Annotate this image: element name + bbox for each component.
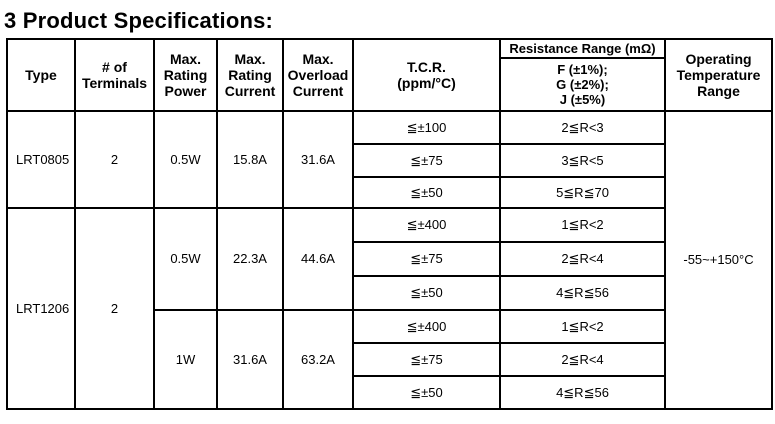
power-cell: 1W (154, 310, 217, 409)
header-tcr: T.C.R. (ppm/°C) (353, 39, 500, 111)
power-cell: 0.5W (154, 111, 217, 208)
current-cell: 31.6A (217, 310, 283, 409)
range-cell: 2≦R<4 (500, 242, 665, 276)
overload-cell: 31.6A (283, 111, 353, 208)
current-cell: 15.8A (217, 111, 283, 208)
range-cell: 2≦R<3 (500, 111, 665, 144)
terminals-cell: 2 (75, 208, 154, 409)
range-cell: 3≦R<5 (500, 144, 665, 177)
specifications-table (6, 38, 773, 410)
tcr-cell: ≦±75 (353, 144, 500, 177)
range-cell: 4≦R≦56 (500, 376, 665, 409)
current-cell: 22.3A (217, 208, 283, 310)
tcr-cell: ≦±50 (353, 376, 500, 409)
range-cell: 5≦R≦70 (500, 177, 665, 208)
range-cell: 1≦R<2 (500, 310, 665, 343)
range-cell: 2≦R<4 (500, 343, 665, 376)
tcr-cell: ≦±75 (353, 242, 500, 276)
temperature-range-cell: -55~+150°C (665, 111, 772, 409)
header-terminals: # of Terminals (75, 39, 154, 111)
tcr-cell: ≦±100 (353, 111, 500, 144)
header-current: Max. Rating Current (217, 39, 283, 111)
overload-cell: 44.6A (283, 208, 353, 310)
range-cell: 1≦R<2 (500, 208, 665, 242)
range-cell: 4≦R≦56 (500, 276, 665, 310)
header-type: Type (7, 39, 75, 111)
tcr-cell: ≦±400 (353, 310, 500, 343)
tolerance-list: F (±1%); G (±2%); J (±5%) (556, 62, 609, 107)
table-row (7, 111, 772, 144)
resistance-range-title: Resistance Range (mΩ) (501, 40, 664, 59)
header-row (7, 39, 772, 111)
type-cell: LRT1206 (7, 208, 75, 409)
tcr-cell: ≦±50 (353, 276, 500, 310)
section-title: 3 Product Specifications: (4, 8, 274, 33)
header-resistance-range (500, 39, 665, 111)
tcr-cell: ≦±400 (353, 208, 500, 242)
header-power: Max. Rating Power (154, 39, 217, 111)
type-cell: LRT0805 (7, 111, 75, 208)
header-overload: Max. Overload Current (283, 39, 353, 111)
tcr-cell: ≦±50 (353, 177, 500, 208)
terminals-cell: 2 (75, 111, 154, 208)
table-row (7, 208, 772, 242)
table-body (7, 111, 772, 409)
overload-cell: 63.2A (283, 310, 353, 409)
tcr-cell: ≦±75 (353, 343, 500, 376)
header-temperature-range: Operating Temperature Range (665, 39, 772, 111)
power-cell: 0.5W (154, 208, 217, 310)
